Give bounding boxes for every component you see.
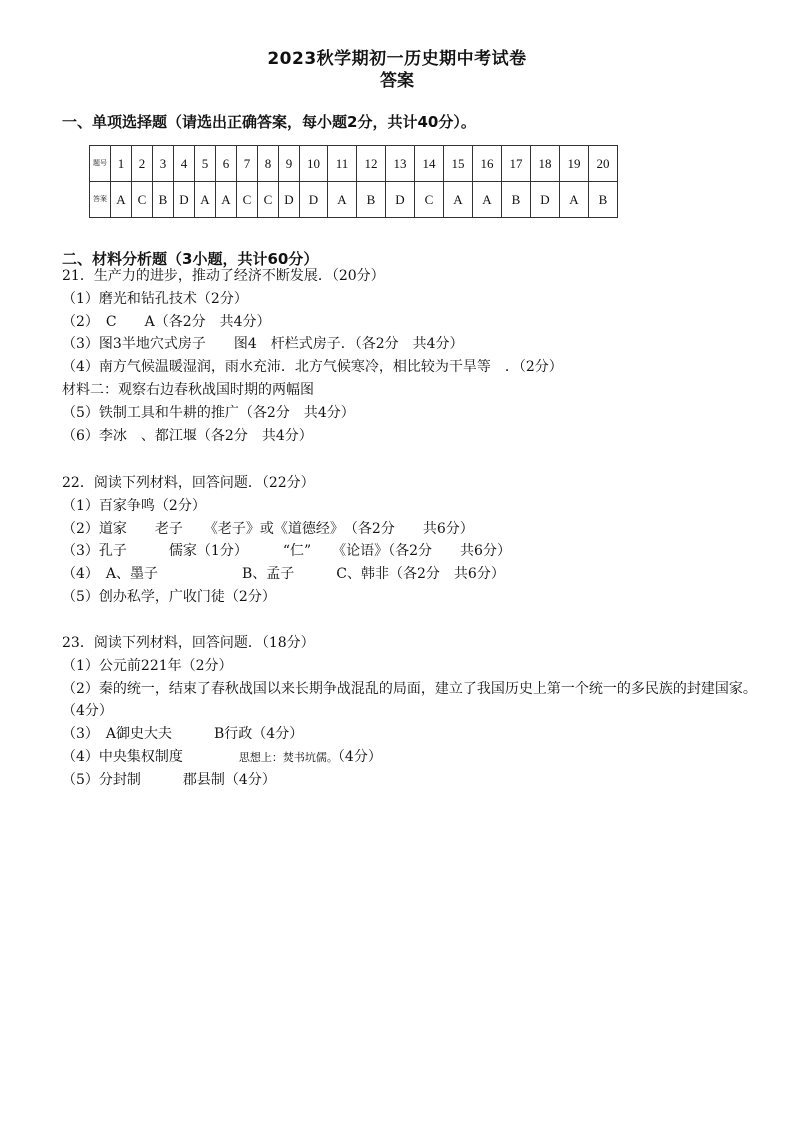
text-line: （5）分封制 郡县制（4分） (62, 771, 276, 788)
text-line: （5）创办私学，广收门徒（2分） (62, 588, 276, 605)
question-number-cell: 17 (502, 146, 531, 182)
text-line: （1）磨光和钻孔技术（2分） (62, 290, 248, 307)
text-segment: （4分） (337, 748, 382, 765)
answer-cell: B (589, 182, 618, 218)
text-segment: （4）中央集权制度 (62, 748, 239, 765)
section-heading-material: 二、材料分析题（3小题，共计60分） (62, 250, 319, 268)
answer-cell: D (279, 182, 300, 218)
text-line: （3）孔子 儒家（1分） “仁” 《论语》（各2分 共6分） (62, 543, 511, 560)
answer-cell: A (473, 182, 502, 218)
text-line (62, 746, 762, 769)
note-text: 思想上：焚书坑儒。 (238, 750, 338, 764)
answer-cell: D (174, 182, 195, 218)
question-number-cell: 1 (111, 146, 132, 182)
question-number-cell: 8 (258, 146, 279, 182)
text-line: （4） A、墨子 B、孟子 C、韩非（各2分 共6分） (62, 566, 505, 583)
answer-cell: A (195, 182, 216, 218)
answer-cell: C (415, 182, 444, 218)
question-number-cell: 5 (195, 146, 216, 182)
text-line: （3）图3半地穴式房子 图4 杆栏式房子．（各2分 共4分） (62, 336, 464, 353)
question-number-cell: 4 (174, 146, 195, 182)
text-line: 21．生产力的进步，推动了经济不断发展．（20分） (62, 268, 385, 284)
answer-cell: B (502, 182, 531, 218)
page-title: 2023秋学期初一历史期中考试卷 (267, 49, 527, 69)
text-line: （2）道家 老子 《老子》或《道德经》 （各2分 共6分） (62, 520, 474, 537)
question-number-cell: 19 (560, 146, 589, 182)
answer-cell: D (300, 182, 328, 218)
text-line: （5）铁制工具和牛耕的推广（各2分 共4分） (62, 404, 355, 421)
page-subtitle: 答案 (380, 71, 414, 91)
text-line: （1）百家争鸣（2分） (62, 497, 206, 514)
question-number-cell: 3 (153, 146, 174, 182)
question-number-cell: 7 (237, 146, 258, 182)
question-number-cell: 10 (300, 146, 328, 182)
answer-cell: D (531, 182, 560, 218)
text-line: 22．阅读下列材料，回答问题．（22分） (62, 475, 315, 491)
question-number-cell: 6 (216, 146, 237, 182)
question-number-cell: 13 (386, 146, 415, 182)
text-line: 23．阅读下列材料，回答问题．（18分） (62, 635, 315, 651)
question-22-block (62, 472, 762, 609)
question-number-cell: 18 (531, 146, 560, 182)
question-21-block (62, 257, 762, 447)
answer-cell: A (216, 182, 237, 218)
text-line: （6）李冰 、都江堰（各2分 共4分） (62, 427, 313, 444)
answer-cell: B (357, 182, 386, 218)
text-line: （4）南方气候温暖湿润，雨水充沛．北方气候寒冷，相比较为干旱等 ．（2分） (62, 359, 563, 376)
answer-cell: A (444, 182, 473, 218)
answer-cell: C (237, 182, 258, 218)
text-line: （3） A御史大夫 B行政（4分） (62, 726, 304, 743)
question-23-block (62, 632, 762, 792)
answer-cell: C (132, 182, 153, 218)
table-row-numbers (90, 146, 618, 182)
question-number-cell: 14 (415, 146, 444, 182)
answer-cell: A (111, 182, 132, 218)
question-number-cell: 20 (589, 146, 618, 182)
text-line: 材料二：观察右边春秋战国时期的两幅图 (62, 381, 314, 398)
answer-cell: A (560, 182, 589, 218)
question-number-cell: 11 (328, 146, 357, 182)
text-line: （2）秦的统一，结束了春秋战国以来长期争战混乱的局面，建立了我国历史上第一个统一的多民族的封建国家。（4分） (62, 680, 757, 720)
question-number-cell: 9 (279, 146, 300, 182)
table-row-answers (90, 182, 618, 218)
question-number-cell: 16 (473, 146, 502, 182)
answer-cell: A (328, 182, 357, 218)
text-line: （2） C A（各2分 共4分） (62, 313, 271, 330)
question-number-cell: 12 (357, 146, 386, 182)
question-number-cell: 15 (444, 146, 473, 182)
answer-cell: B (153, 182, 174, 218)
section-heading-choice: 一、单项选择题（请选出正确答案，每小题2分，共计40分）。 (62, 113, 476, 131)
question-number-cell: 2 (132, 146, 153, 182)
row-label-number: 题号 (90, 146, 111, 182)
text-line: （1）公元前221年（2分） (62, 657, 233, 674)
answer-cell: D (386, 182, 415, 218)
row-label-answer: 答案 (90, 182, 111, 218)
answer-cell: C (258, 182, 279, 218)
answer-table (89, 145, 618, 218)
